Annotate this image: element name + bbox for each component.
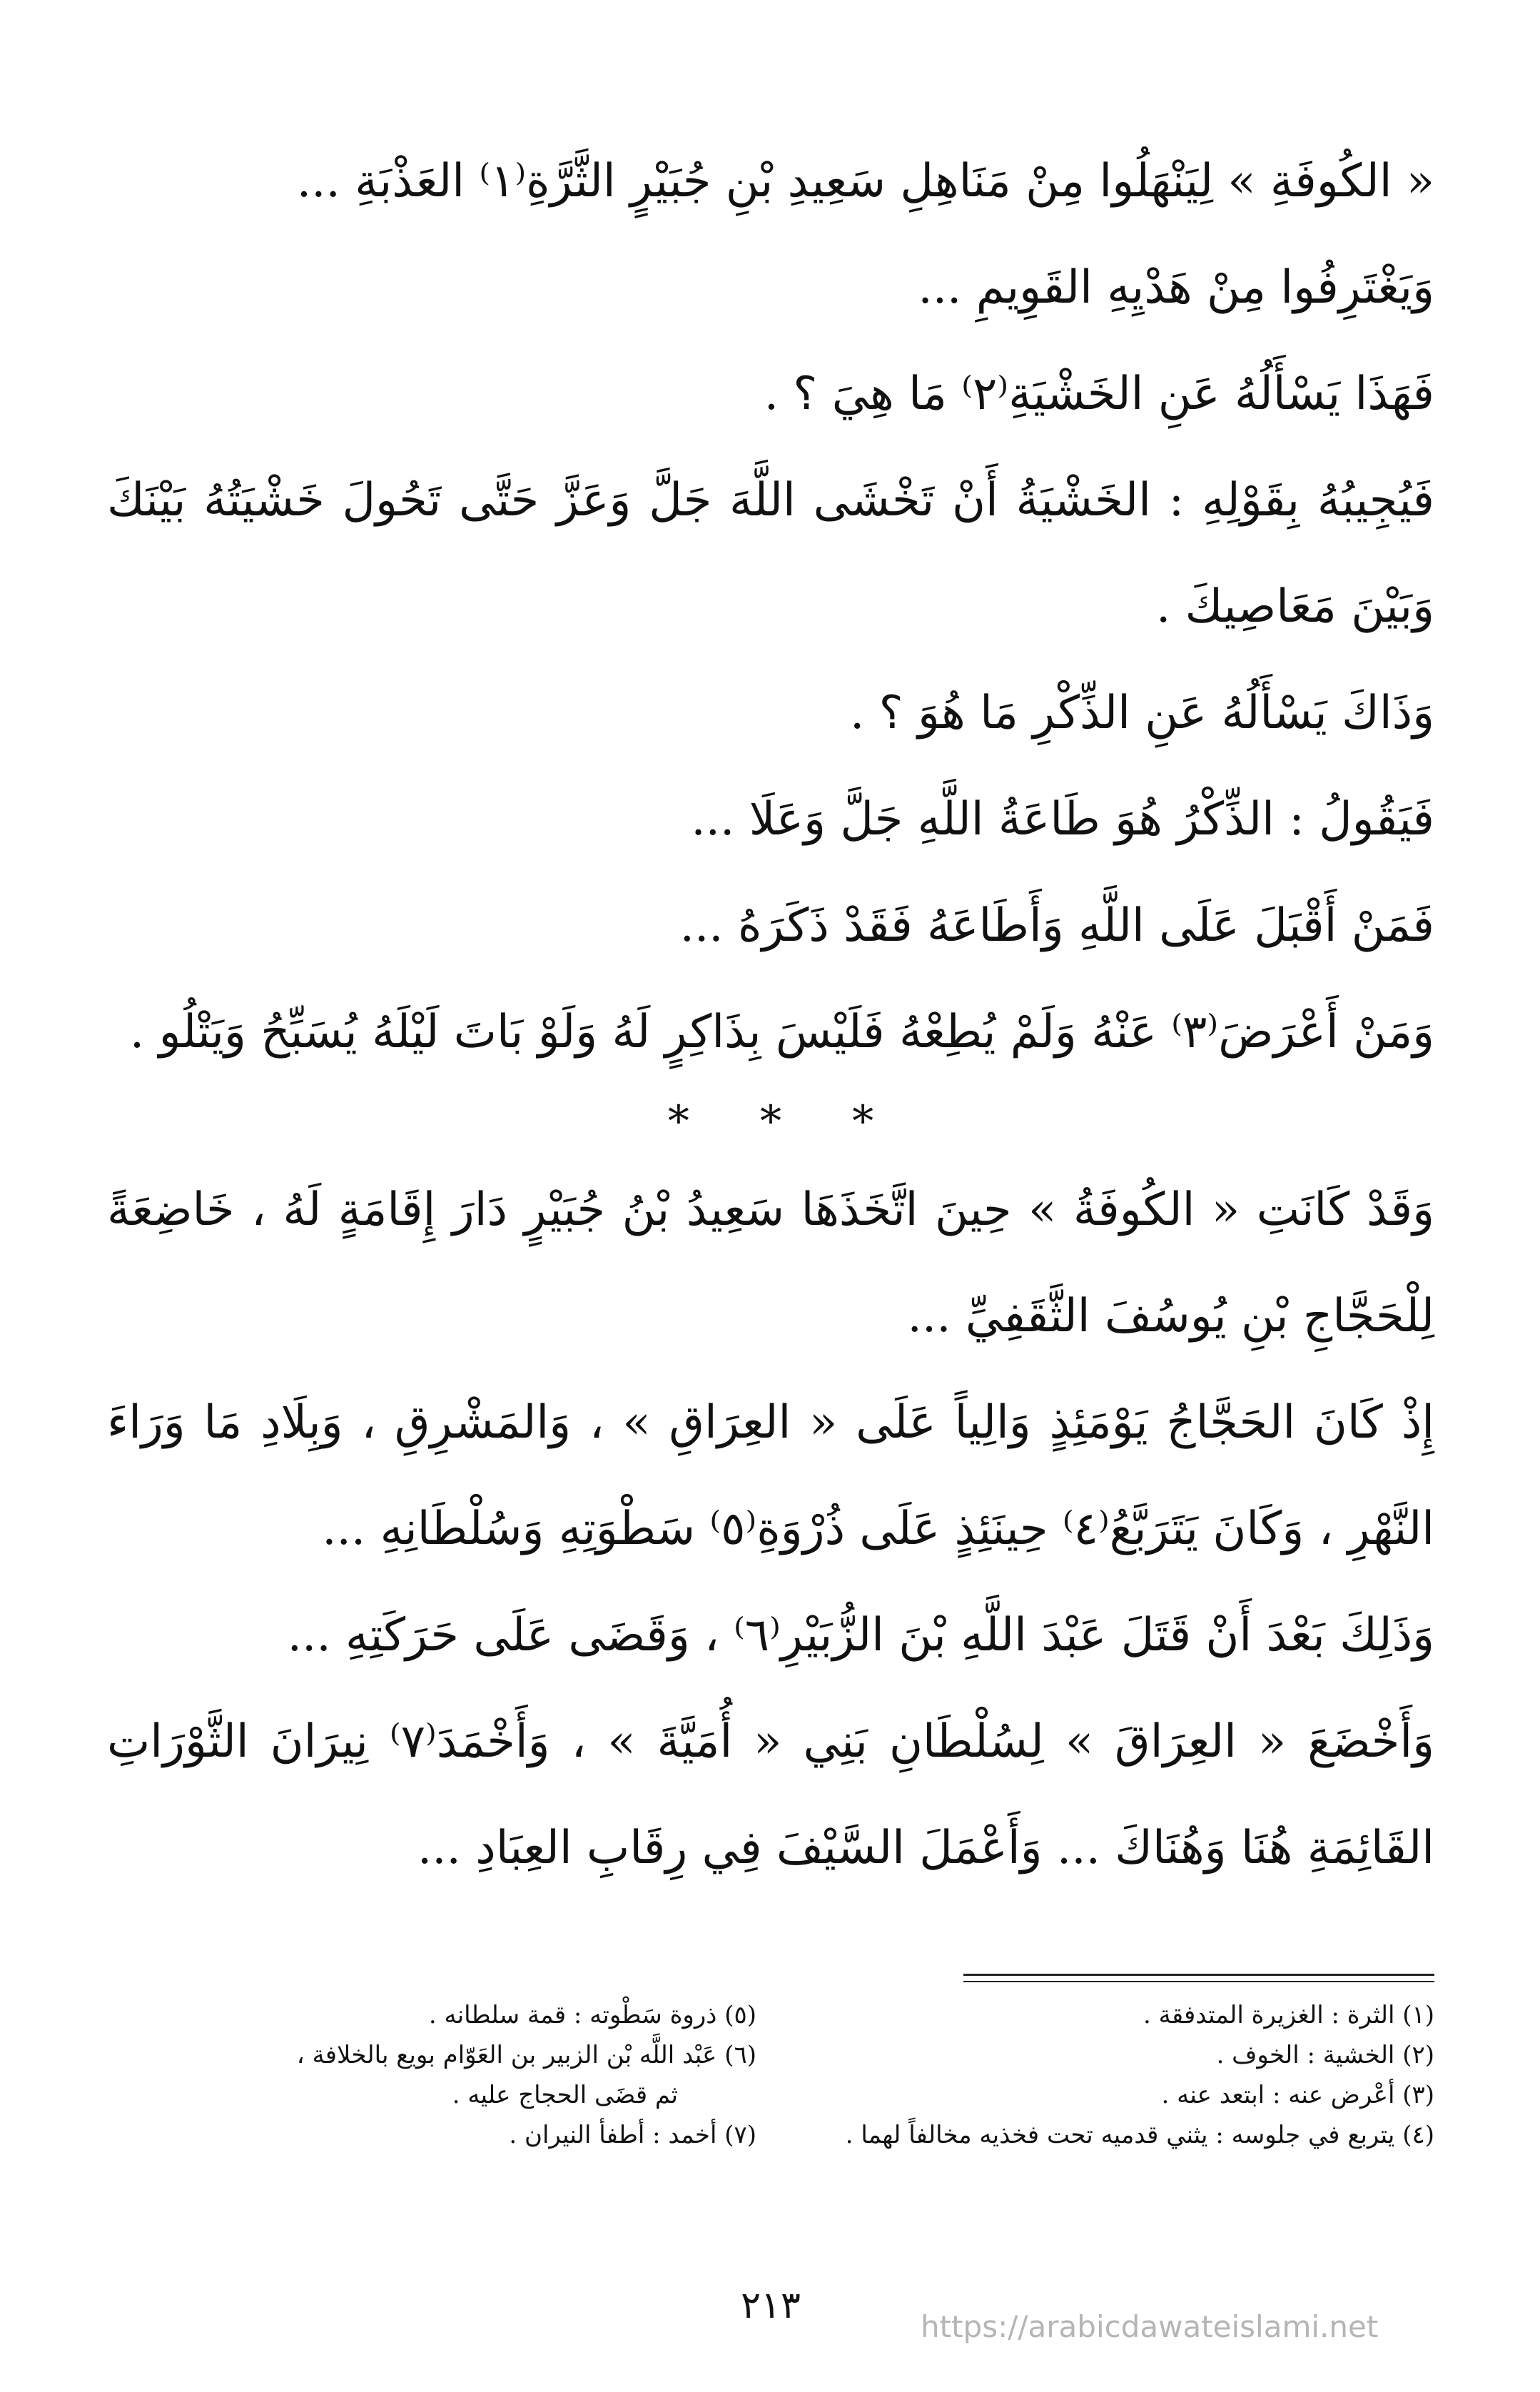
paragraph: فَهَذَا يَسْأَلُهُ عَنِ الخَشْيَةِ⁽٢⁾ مَا هِيَ ؟ . [764, 368, 1434, 420]
footnote-item: (٦) عَبْد اللَّه بْن الزبير بن العَوّام بويع بالخلافة ، [296, 2041, 756, 2069]
paragraph: وَذَاكَ يَسْأَلُهُ عَنِ الذِّكْرِ مَا هُوَ ؟ . [849, 687, 1434, 740]
paragraph: فَيُجِيبُهُ بِقَوْلِهِ : الخَشْيَةُ أَنْ تَخْشَى اللَّهَ جَلَّ وَعَزَّ حَتَّى تَحُولَ خَشْيَتُهُ بَيْنَكَ وَبَيْنَ مَعَاصِيكَ . [107, 474, 1434, 633]
paragraph: وَذَلِكَ بَعْدَ أَنْ قَتَلَ عَبْدَ اللَّهِ بْنَ الزُّبَيْرِ⁽٦⁾ ، وَقَضَى عَلَى حَرَكَتِهِ ... [287, 1609, 1434, 1662]
paragraph: وَأَخْضَعَ « العِرَاقَ » لِسُلْطَانِ بَنِي « أُمَيَّةَ » ، وَأَخْمَدَ⁽٧⁾ نِيرَانَ الثَّوْرَاتِ القَائِمَةِ هُنَا وَهُنَاكَ ... وَأَعْمَلَ السَّيْفَ فِي رِقَابِ العِبَادِ ... [107, 1715, 1435, 1874]
page-number: ٢١٣ [741, 2284, 801, 2327]
paragraph: « الكُوفَةِ » لِيَنْهَلُوا مِنْ مَنَاهِلِ سَعِيدِ بْنِ جُبَيْرٍ الثَّرَّةِ⁽١⁾ العَذْبَةِ ... [296, 155, 1434, 208]
footnotes-left-column [107, 1995, 756, 2155]
footnotes-right-column [785, 1995, 1434, 2155]
footnote-item: (١) الثرة : الغزيرة المتدفقة . [1143, 2001, 1434, 2029]
paragraph: فَمَنْ أَقْبَلَ عَلَى اللَّهِ وَأَطَاعَهُ فَقَدْ ذَكَرَهُ ... [679, 899, 1434, 952]
section-separator: * * * [667, 1096, 903, 1146]
footnote-item: (٥) ذروة سَطْوته : قمة سلطانه . [428, 2001, 756, 2029]
watermark-url: https://arabicdawateislami.net [921, 2309, 1379, 2344]
footnote-item: (٧) أخمد : أطفأ النيران . [509, 2121, 756, 2149]
book-page [107, 107, 1434, 2334]
paragraph: وَيَغْتَرِفُوا مِنْ هَدْيِهِ القَوِيمِ ... [918, 261, 1434, 314]
paragraph: وَمَنْ أَعْرَضَ⁽٣⁾ عَنْهُ وَلَمْ يُطِعْهُ فَلَيْسَ بِذَاكِرٍ لَهُ وَلَوْ بَاتَ لَيْلَهُ يُسَبِّحُ وَيَتْلُو . [129, 1006, 1434, 1059]
paragraph: إِذْ كَانَ الحَجَّاجُ يَوْمَئِذٍ وَالِياً عَلَى « العِرَاقِ » ، وَالمَشْرِقِ ، وَبِلَادِ مَا وَرَاءَ النَّهْرِ ، وَكَانَ يَتَرَبَّعُ⁽٤⁾ حِينَئِذٍ عَلَى ذُرْوَةِ⁽٥⁾ سَطْوَتِهِ وَسُلْطَانِهِ ... [107, 1396, 1434, 1555]
footnote-item: (٤) يتربع في جلوسه : يثني قدميه تحت فخذيه مخالفاً لهما . [845, 2121, 1434, 2149]
footnote-item: (٢) الخشية : الخوف . [1216, 2041, 1434, 2069]
main-text [107, 128, 1434, 1902]
footnotes [107, 1995, 1434, 2155]
paragraph: وَقَدْ كَانَتِ « الكُوفَةُ » حِينَ اتَّخَذَهَا سَعِيدُ بْنُ جُبَيْرٍ دَارَ إِقَامَةٍ لَهُ ، خَاضِعَةً لِلْحَجَّاجِ بْنِ يُوسُفَ الثَّقَفِيِّ ... [107, 1184, 1434, 1343]
footnote-divider [963, 1974, 1434, 1982]
paragraph: فَيَقُولُ : الذِّكْرُ هُوَ طَاعَةُ اللَّهِ جَلَّ وَعَلَا ... [691, 793, 1434, 846]
footnote-item: (٣) أعْرض عنه : ابتعد عنه . [1161, 2081, 1434, 2109]
footnote-item-continuation: ثم قضَى الحجاج عليه . [452, 2081, 678, 2109]
